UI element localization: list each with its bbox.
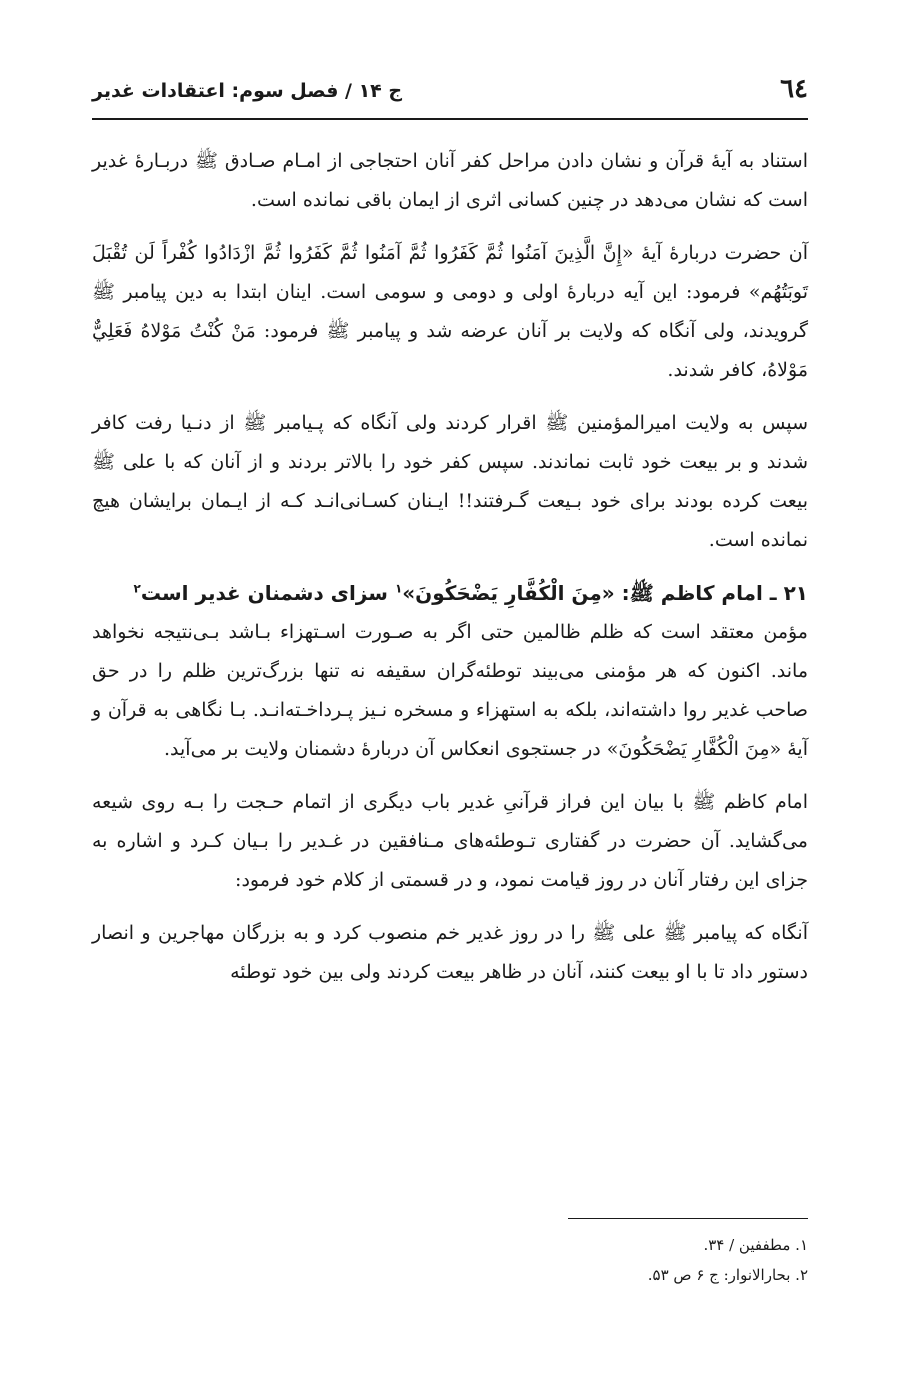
footnote-1: ۱. مطففين / ۳۴. (703, 1236, 808, 1254)
footnote-ref-2[interactable]: ۲ (133, 581, 141, 596)
footnotes (92, 1230, 808, 1290)
paragraph-3: سپس به ولايت اميرالمؤمنين ﷺ اقرار كردند ولى آنگاه كه پـيامبر ﷺ از دنـيا رفت كافر شدند و بر بيعت خود ثابت نماندند. سپس كفر خود را بالاتر بردند و از آنان كه با على ﷺ بيعت كرده بودند براى خود بـيعت گـرفتند!! ايـنان كسـانى‌انـد كـه از ايـمان برايشان هيچ نمانده است. (92, 412, 808, 551)
page-body (92, 142, 808, 992)
paragraph-2: آن حضرت دربارهٔ آيهٔ «إِنَّ الَّذِينَ آمَنُوا ثُمَّ كَفَرُوا ثُمَّ آمَنُوا ثُمَّ كَفَرُوا ثُمَّ ازْدَادُوا كُفْراً لَن تُقْبَلَ تَوبَتُهُم» فرمود: اين آيه دربارهٔ اولى و دومى و سومى است. اينان ابتدا به دين پيامبر ﷺ گرويدند، ولى آنگاه كه ولايت بر آنان عرضه شد و پيامبر ﷺ فرمود: مَنْ كُنْتُ مَوْلاهُ فَعَلِيٌّ مَوْلاهُ، كافر شدند. (92, 242, 808, 381)
section-heading-tail: سزاى دشمنان غدير است (140, 581, 395, 605)
book-page (92, 70, 808, 1284)
header-rule (92, 118, 808, 120)
footnote-rule (568, 1218, 808, 1219)
page-number: ٦٤ (780, 74, 808, 104)
page-header (92, 70, 808, 118)
paragraph-5: امام كاظم ﷺ با بيان اين فراز قرآنىِ غدير باب ديگرى از اتمام حـجت را بـه روى شيعه مى‌گشايد. آن حضرت در گفتارى تـوطئه‌هاى مـنافقين در غـدير را بـيان كـرد و اشاره به جزاى اين رفتار آنان در روز قيامت نمود، و در قسمتى از كلام خود فرمود: (92, 791, 808, 891)
footnote-2: ۲. بحارالانوار: ج ۶ ص ۵۳. (647, 1266, 808, 1284)
paragraph-4: مؤمن معتقد است كه ظلم ظالمين حتى اگر به صـورت اسـتهزاء بـاشد بـى‌نتيجه نخواهد ماند. اكنون كه هر مؤمنى مى‌بيند توطئه‌گران سقيفه نه تنها بزرگ‌ترين ظلم را در حق صاحب غدير روا داشته‌اند، بلكه به استهزاء و مسخره نـيز پـرداخـته‌انـد. بـا نگاهى به قرآن و آيهٔ «مِنَ الْكُفَّارِ يَضْحَكُونَ» در جستجوى انعكاس آن دربارهٔ دشمنان ولايت بر مى‌آيد. (92, 621, 808, 760)
paragraph-6: آنگاه كه پيامبر ﷺ على ﷺ را در روز غدير خم منصوب كرد و به بزرگان مهاجرين و انصار دستور داد تا با او بيعت كنند، آنان در ظاهر بيعت كردند ولى بين خود توطئه (92, 922, 808, 983)
footnote-ref-1[interactable]: ۱ (394, 581, 403, 596)
section-heading (92, 574, 808, 613)
section-heading-text: ۲۱ ـ امام كاظم ﷺ: «مِنَ الْكُفَّارِ يَضْحَكُونَ» (402, 581, 808, 605)
running-title: ج ۱۴ / فصل سوم: اعتقادات غدیر (92, 80, 403, 102)
paragraph-1: استناد به آيهٔ قرآن و نشان دادن مراحل كفر آنان احتجاجى از امـام صـادق ﷺ دربـارهٔ غدير است كه نشان مى‌دهد در چنين كسانى اثرى از ايمان باقى نمانده است. (92, 150, 808, 211)
